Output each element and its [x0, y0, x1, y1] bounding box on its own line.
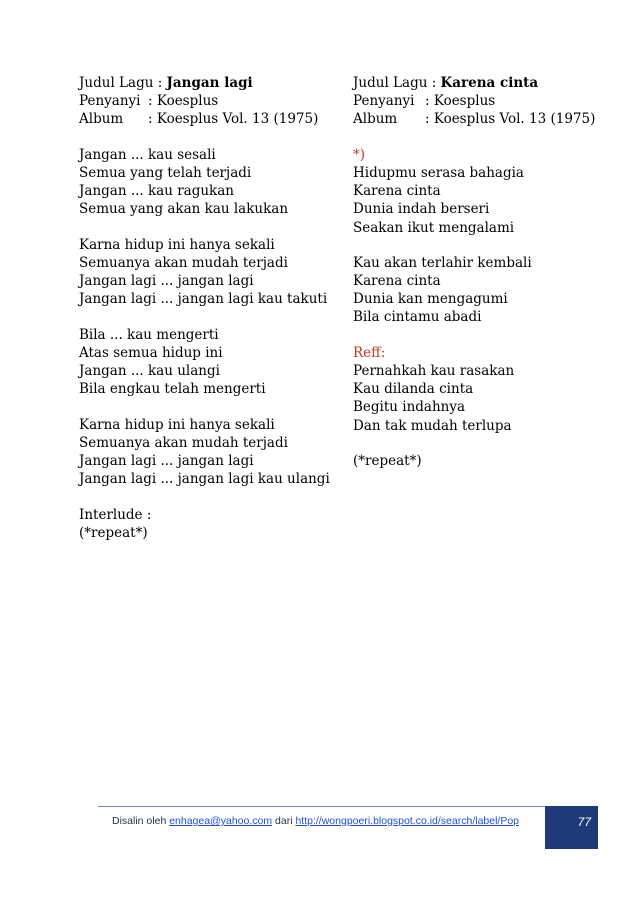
left-singer-row	[79, 92, 330, 110]
footer-email-link[interactable]: enhagea@yahoo.com	[169, 815, 273, 827]
lyric-line: Jangan ... kau sesali	[79, 146, 216, 163]
lyric-line: Kau akan terlahir kembali	[353, 254, 532, 271]
right-album-row	[353, 110, 596, 128]
lyric-line: Dunia indah berseri	[353, 201, 490, 218]
spacer	[353, 327, 538, 344]
lyric-line: Jangan lagi ... jangan lagi kau takuti	[79, 291, 328, 308]
verse-2	[353, 254, 538, 327]
spacer	[79, 308, 330, 325]
singer-label: Penyanyi	[353, 93, 415, 110]
lyric-line: Karena cinta	[353, 273, 441, 290]
album-value: : Koesplus Vol. 13 (1975)	[148, 111, 319, 128]
album-label: Album	[353, 111, 398, 128]
lyric-line: Jangan lagi ... jangan lagi	[79, 273, 254, 290]
left-song	[79, 74, 330, 542]
lyric-line: Interlude :	[79, 506, 152, 523]
lyric-line: Kau dilanda cinta	[353, 381, 474, 398]
footer-prefix: Disalin oleh	[112, 815, 170, 827]
lyric-line: Dunia kan mengagumi	[353, 291, 508, 308]
lyric-line: Semua yang akan kau lakukan	[79, 201, 289, 218]
lyric-line: Semuanya akan mudah terjadi	[79, 434, 288, 451]
singer-value: : Koesplus	[148, 93, 219, 110]
lyric-line: Bila engkau telah mengerti	[79, 381, 266, 398]
lyric-line: Hidupmu serasa bahagia	[353, 164, 524, 181]
repeat-note: (*repeat*)	[353, 452, 422, 469]
spacer	[353, 129, 538, 146]
lyric-line: Jangan ... kau ragukan	[79, 183, 234, 200]
right-title-row	[353, 74, 538, 92]
title-label: Judul Lagu :	[353, 75, 437, 91]
page-number-box	[545, 806, 598, 849]
lyric-line: Dan tak mudah terlupa	[353, 417, 512, 434]
lyric-line: Karna hidup ini hanya sekali	[79, 416, 275, 433]
lyric-line: Semua yang telah terjadi	[79, 164, 252, 181]
page-number: 77	[577, 815, 591, 829]
lyric-line: Karna hidup ini hanya sekali	[79, 236, 275, 253]
song-title: Karena cinta	[440, 75, 539, 91]
lyric-line: Jangan lagi ... jangan lagi kau ulangi	[79, 471, 330, 488]
reff-label: Reff:	[353, 344, 386, 361]
lyric-line: Bila cintamu abadi	[353, 309, 482, 326]
spacer	[79, 488, 330, 505]
singer-value: : Koesplus	[425, 93, 496, 110]
lyric-line: Semuanya akan mudah terjadi	[79, 254, 288, 271]
footer-credit	[112, 815, 519, 827]
spacer	[353, 237, 538, 254]
chorus-marker: *)	[353, 146, 366, 163]
spacer	[353, 435, 538, 452]
left-title-row	[79, 74, 330, 92]
lyric-line: Jangan lagi ... jangan lagi	[79, 452, 254, 469]
lyric-line: Atas semua hidup ini	[79, 344, 223, 361]
left-lyrics	[79, 146, 330, 542]
lyric-line: Pernahkah kau rasakan	[353, 363, 515, 379]
footer-divider	[98, 806, 546, 807]
song-title: Jangan lagi	[166, 75, 253, 91]
lyric-line: Seakan ikut mengalami	[353, 219, 515, 236]
album-value: : Koesplus Vol. 13 (1975)	[425, 111, 596, 128]
lyric-line: Jangan ... kau ulangi	[79, 363, 220, 379]
left-album-row	[79, 110, 330, 128]
footer-url-link[interactable]: http://wongpoeri.blogspot.co.id/search/label/Pop	[295, 815, 520, 827]
lyric-line: Begitu indahnya	[353, 399, 466, 416]
lyric-line: Karena cinta	[353, 183, 441, 200]
spacer	[79, 219, 330, 236]
right-singer-row	[353, 92, 538, 110]
title-label: Judul Lagu :	[79, 75, 163, 91]
lyric-line: (*repeat*)	[79, 524, 148, 541]
spacer	[79, 129, 330, 146]
right-song	[353, 74, 596, 470]
footer-middle: dari	[272, 815, 296, 827]
reff-lyrics	[353, 362, 538, 435]
lyric-line: Bila ... kau mengerti	[79, 326, 219, 343]
singer-label: Penyanyi	[79, 93, 141, 110]
spacer	[79, 398, 330, 415]
album-label: Album	[79, 111, 124, 128]
verse-1	[353, 164, 538, 237]
